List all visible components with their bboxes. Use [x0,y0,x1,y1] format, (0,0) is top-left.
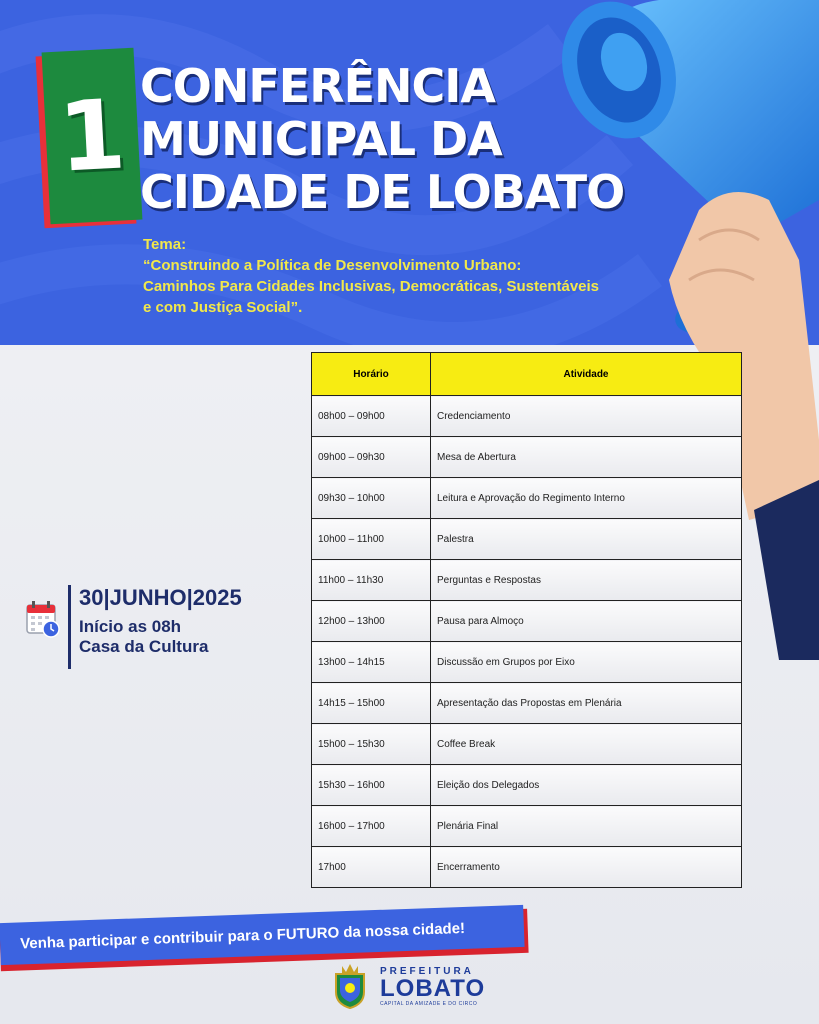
theme-line-1: “Construindo a Política de Desenvolvimento Urbano: [143,257,522,274]
row-time: 08h00 – 09h00 [312,396,431,437]
table-row [312,642,742,683]
row-activity: Coffee Break [431,724,742,765]
edition-badge [42,48,143,225]
row-time: 14h15 – 15h00 [312,683,431,724]
schedule-table [311,352,742,888]
table-row [312,601,742,642]
prefeitura-logo [330,962,485,1010]
table-row [312,847,742,888]
table-row [312,724,742,765]
logo-line-3: CAPITAL DA AMIZADE E DO CIRCO [380,1000,478,1007]
event-date: 30|JUNHO|2025 [79,585,242,610]
cta-banner [0,910,530,954]
row-time: 09h30 – 10h00 [312,478,431,519]
logo-line-1: PREFEITURA [380,965,474,977]
table-row [312,437,742,478]
logo-line-2: LOBATO [380,974,486,1002]
theme-line-3: e com Justiça Social”. [143,299,303,316]
row-time: 10h00 – 11h00 [312,519,431,560]
row-time: 11h00 – 11h30 [312,560,431,601]
row-time: 17h00 [312,847,431,888]
row-activity: Leitura e Aprovação do Regimento Interno [431,478,742,519]
table-row [312,560,742,601]
row-time: 15h30 – 16h00 [312,765,431,806]
title-line-2: MUNICIPAL DA [140,112,502,166]
event-details [79,585,242,657]
row-activity: Eleição dos Delegados [431,765,742,806]
row-time: 09h00 – 09h30 [312,437,431,478]
table-row [312,478,742,519]
title-line-1: CONFERÊNCIA [140,59,496,113]
row-time: 13h00 – 14h15 [312,642,431,683]
table-row [312,806,742,847]
edition-number: 1 [55,78,129,194]
row-time: 16h00 – 17h00 [312,806,431,847]
table-row [312,396,742,437]
event-info [26,585,242,669]
row-activity: Mesa de Abertura [431,437,742,478]
row-activity: Discussão em Grupos por Eixo [431,642,742,683]
title-line-3: CIDADE DE LOBATO [140,165,625,219]
table-header-row [312,353,742,396]
row-activity: Palestra [431,519,742,560]
cta-text: Venha participar e contribuir para o FUTURO da nossa cidade! [0,905,525,965]
row-time: 12h00 – 13h00 [312,601,431,642]
row-time: 15h00 – 15h30 [312,724,431,765]
row-activity: Plenária Final [431,806,742,847]
table-row [312,683,742,724]
row-activity: Credenciamento [431,396,742,437]
calendar-clock-icon [26,599,60,639]
divider [68,585,71,669]
row-activity: Encerramento [431,847,742,888]
event-place: Casa da Cultura [79,637,209,656]
row-activity: Perguntas e Respostas [431,560,742,601]
theme-line-2: Caminhos Para Cidades Inclusivas, Democráticas, Sustentáveis [143,278,600,295]
table-row [312,519,742,560]
row-activity: Apresentação das Propostas em Plenária [431,683,742,724]
header-activity: Atividade [431,353,742,396]
header-time: Horário [312,353,431,396]
row-activity: Pausa para Almoço [431,601,742,642]
event-start: Início as 08h [79,617,182,636]
coat-of-arms-icon [330,962,370,1010]
logo-text [380,966,485,1007]
theme-label: Tema: [143,236,187,253]
table-row [312,765,742,806]
